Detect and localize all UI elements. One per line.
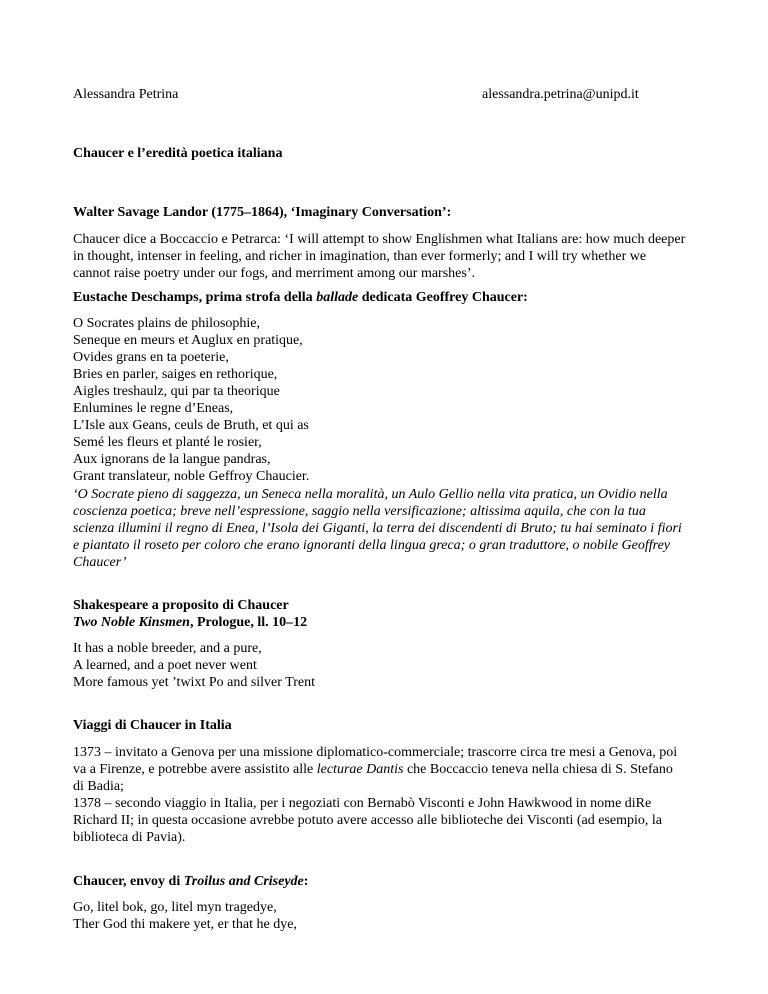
shakespeare-heading: Shakespeare a proposito di Chaucer [73,598,289,613]
shakespeare-verse [73,640,703,691]
verse-line: More famous yet ’twixt Po and silver Trent [73,675,316,690]
verse-line: Bries en parler, saiges en rethorique, [73,367,278,382]
author-name: Alessandra Petrina [73,87,179,102]
verse-line: A learned, and a poet never went [73,658,257,673]
landor-line: cannot raise poetry under our fogs, and merriment among our marshes’. [73,266,475,281]
document-title: Chaucer e l’eredità poetica italiana [73,146,283,161]
envoy-heading [73,873,308,890]
deschamps-translation [73,486,703,571]
verse-line: Go, litel bok, go, litel myn tragedye, [73,900,277,915]
deschamps-heading-end: dedicata Geoffrey Chaucer: [358,290,528,305]
envoy-heading-start: Chaucer, envoy di [73,874,184,889]
play-title: Two Noble Kinsmen [73,615,190,630]
verse-line: Aigles treshaulz, qui par ta theorique [73,384,280,399]
viaggi-line [73,761,703,778]
verse-line: Grant translateur, noble Geffroy Chaucier. [73,469,310,484]
verse-line: Seneque en meurs et Auglux en pratique, [73,333,303,348]
verse-line: Ovides grans en ta poeterie, [73,350,229,365]
verse-line: O Socrates plains de philosophie, [73,316,261,331]
verse-line: It has a noble breeder, and a pure, [73,641,262,656]
viaggi-line-end: che Boccaccio teneva nella chiesa di S. Stefano [403,762,673,777]
landor-heading: Walter Savage Landor (1775–1864), ‘Imaginary Conversation’: [73,205,452,220]
shakespeare-subheading [73,614,307,631]
translation-line: ‘O Socrate pieno di saggezza, un Seneca nella moralità, un Aulo Gellio nella vita pratica, un Ovidio nella [73,487,668,502]
verse-line: Ther God thi makere yet, er that he dye, [73,917,297,932]
viaggi-line-start: va a Firenze, e potrebbe avere assistito alle [73,762,317,777]
envoy-verse [73,899,703,933]
landor-line: Chaucer dice a Boccaccio e Petrarca: ‘I will attempt to show Englishmen what Italians are: how much deeper [73,232,686,247]
viaggi-line: biblioteca di Pavia). [73,830,186,845]
viaggi-line: 1373 – invitato a Genova per una missione diplomatico-commerciale; trascorre circa tre mesi a Genova, poi [73,745,678,760]
viaggi-line-italic: lecturae Dantis [316,762,404,777]
translation-line: scienza illumini il regno di Enea, l’Isola dei Giganti, la terra dei discendenti di Bruto; tu hai seminato i fiori [73,521,682,536]
verse-line: L’Isle aux Geans, ceuls de Bruth, et qui as [73,418,309,433]
viaggi-text [73,744,703,846]
verse-line: Aux ignorans de la langue pandras, [73,452,271,467]
deschamps-heading-start: Eustache Deschamps, prima strofa della [73,290,317,305]
translation-line: e piantato il roseto per coloro che erano ignoranti della lingua greca; o gran traduttore, o nobile Geoffrey [73,538,670,553]
viaggi-line: Richard II; in questa occasione avrebbe potuto avere accesso alle biblioteche dei Visconti (ad esempio, la [73,813,663,828]
author-email: alessandra.petrina@unipd.it [482,87,639,102]
verse-line: Semé les fleurs et planté le rosier, [73,435,262,450]
envoy-heading-italic: Troilus and Criseyde [183,874,304,889]
viaggi-heading: Viaggi di Chaucer in Italia [73,718,232,733]
deschamps-heading [73,289,528,306]
envoy-heading-end: : [303,874,309,889]
landor-line: in thought, intenser in feeling, and richer in imagination, than ever formerly; and I will try whether we [73,249,647,264]
deschamps-verse [73,315,703,485]
translation-line: coscienza poetica; breve nell’espressione, saggio nella versificazione; altissima aquila, che con la tua [73,504,646,519]
verse-line: Enlumines le regne d’Eneas, [73,401,234,416]
play-reference: , Prologue, ll. 10–12 [189,615,308,630]
translation-line: Chaucer’ [73,555,127,570]
deschamps-heading-italic: ballade [316,290,359,305]
landor-quote [73,231,703,282]
viaggi-line: 1378 – secondo viaggio in Italia, per i negoziati con Bernabò Visconti e John Hawkwood in nome diRe [73,796,652,811]
viaggi-line: di Badia; [73,779,124,794]
